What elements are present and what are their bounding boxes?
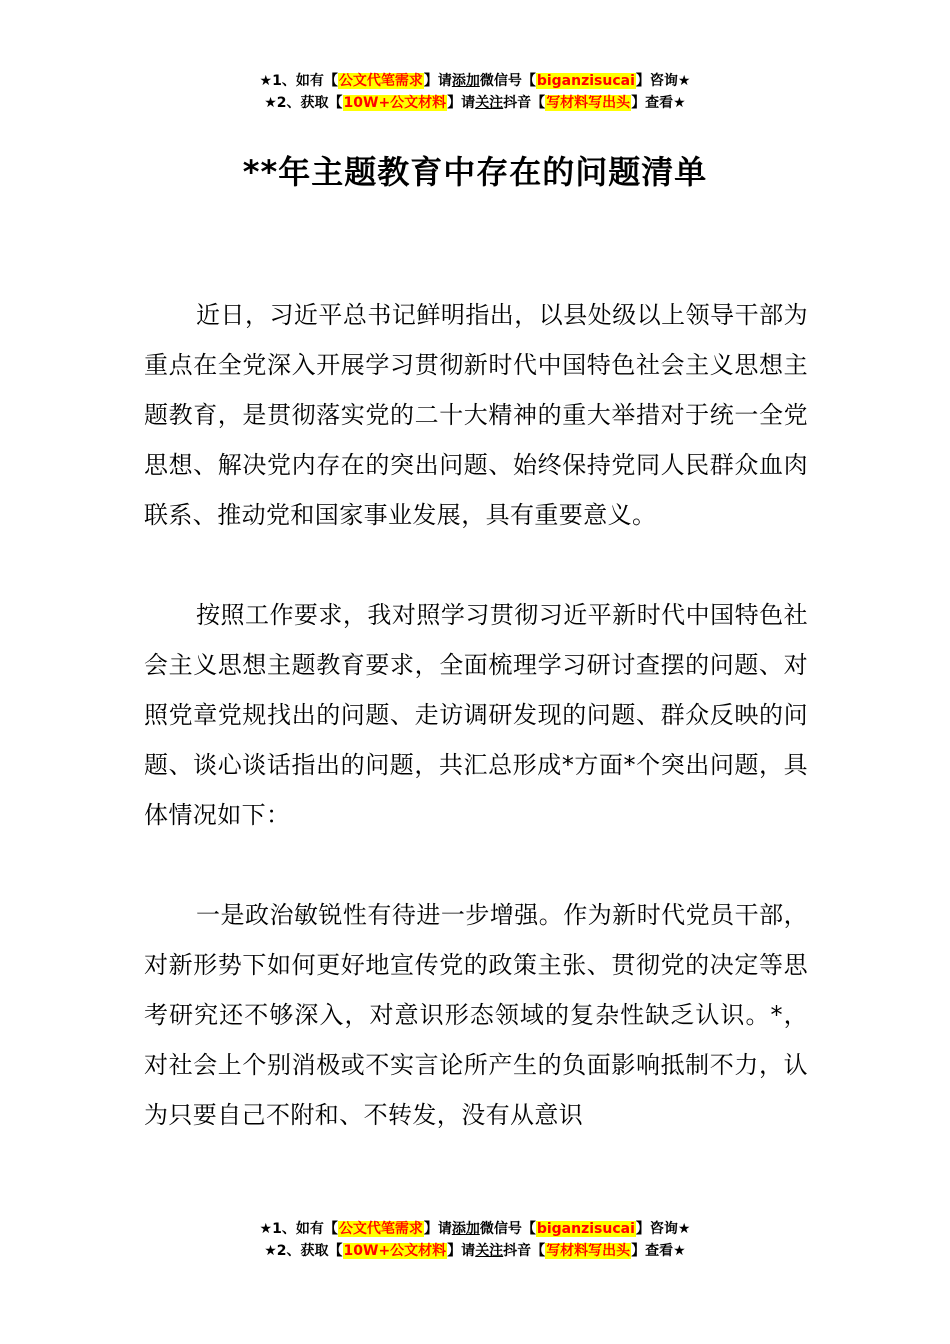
promo-highlight: 写材料写出头 <box>546 1243 631 1259</box>
promo-line-2 <box>0 92 950 114</box>
promo-text: 微信号【 <box>479 73 536 89</box>
promo-highlight: 10W+公文材料 <box>343 95 447 111</box>
promo-text: 】请 <box>447 95 476 111</box>
header-promo <box>0 70 950 114</box>
promo-line-1 <box>0 70 950 92</box>
paragraph: 一是政治敏锐性有待进一步增强。作为新时代党员干部，对新形势下如何更好地宣传党的政策主张、贯彻党的决定等思考研究还不够深入，对意识形态领域的复杂性缺乏认识。*，对社会上个别消极或不实言论所产生的负面影响抵制不力，认为只要自己不附和、不转发，没有从意识 <box>144 901 808 1129</box>
promo-underlined: 添加 <box>451 73 480 89</box>
paragraph: 近日，习近平总书记鲜明指出，以县处级以上领导干部为重点在全党深入开展学习贯彻新时代中国特色社会主义思想主题教育，是贯彻落实党的二十大精神的重大举措对于统一全党思想、解决党内存在的突出问题、始终保持党同人民群众血肉联系、推动党和国家事业发展，具有重要意义。 <box>144 301 808 529</box>
promo-text: 抖音【 <box>503 1243 546 1259</box>
promo-line-2 <box>0 1240 950 1262</box>
promo-text: 】请 <box>423 1221 452 1237</box>
promo-underlined: 添加 <box>451 1221 480 1237</box>
promo-line-1 <box>0 1218 950 1240</box>
promo-text: 抖音【 <box>503 95 546 111</box>
promo-highlight: biganzisucai <box>536 73 635 89</box>
promo-text: 】查看★ <box>631 95 686 111</box>
promo-underlined: 关注 <box>475 95 504 111</box>
promo-text: 】请 <box>423 73 452 89</box>
footer-promo <box>0 1218 950 1262</box>
promo-highlight: 公文代笔需求 <box>338 73 423 89</box>
document-body <box>144 290 808 1140</box>
promo-text: 】咨询★ <box>635 1221 691 1237</box>
promo-text: 】咨询★ <box>635 73 691 89</box>
promo-text: 微信号【 <box>479 1221 536 1237</box>
promo-text: 】请 <box>447 1243 476 1259</box>
promo-text: ★2、获取【 <box>264 1243 343 1259</box>
promo-underlined: 关注 <box>475 1243 504 1259</box>
paragraph: 按照工作要求，我对照学习贯彻习近平新时代中国特色社会主义思想主题教育要求，全面梳理学习研讨查摆的问题、对照党章党规找出的问题、走访调研发现的问题、群众反映的问题、谈心谈话指出的问题，共汇总形成*方面*个突出问题，具体情况如下： <box>144 601 808 829</box>
promo-text: ★2、获取【 <box>264 95 343 111</box>
promo-text: ★1、如有【 <box>259 1221 338 1237</box>
promo-highlight: biganzisucai <box>536 1221 635 1237</box>
document-title: **年主题教育中存在的问题清单 <box>242 153 708 191</box>
promo-highlight: 公文代笔需求 <box>338 1221 423 1237</box>
promo-highlight: 10W+公文材料 <box>343 1243 447 1259</box>
promo-text: 】查看★ <box>631 1243 686 1259</box>
promo-text: ★1、如有【 <box>259 73 338 89</box>
promo-highlight: 写材料写出头 <box>546 95 631 111</box>
